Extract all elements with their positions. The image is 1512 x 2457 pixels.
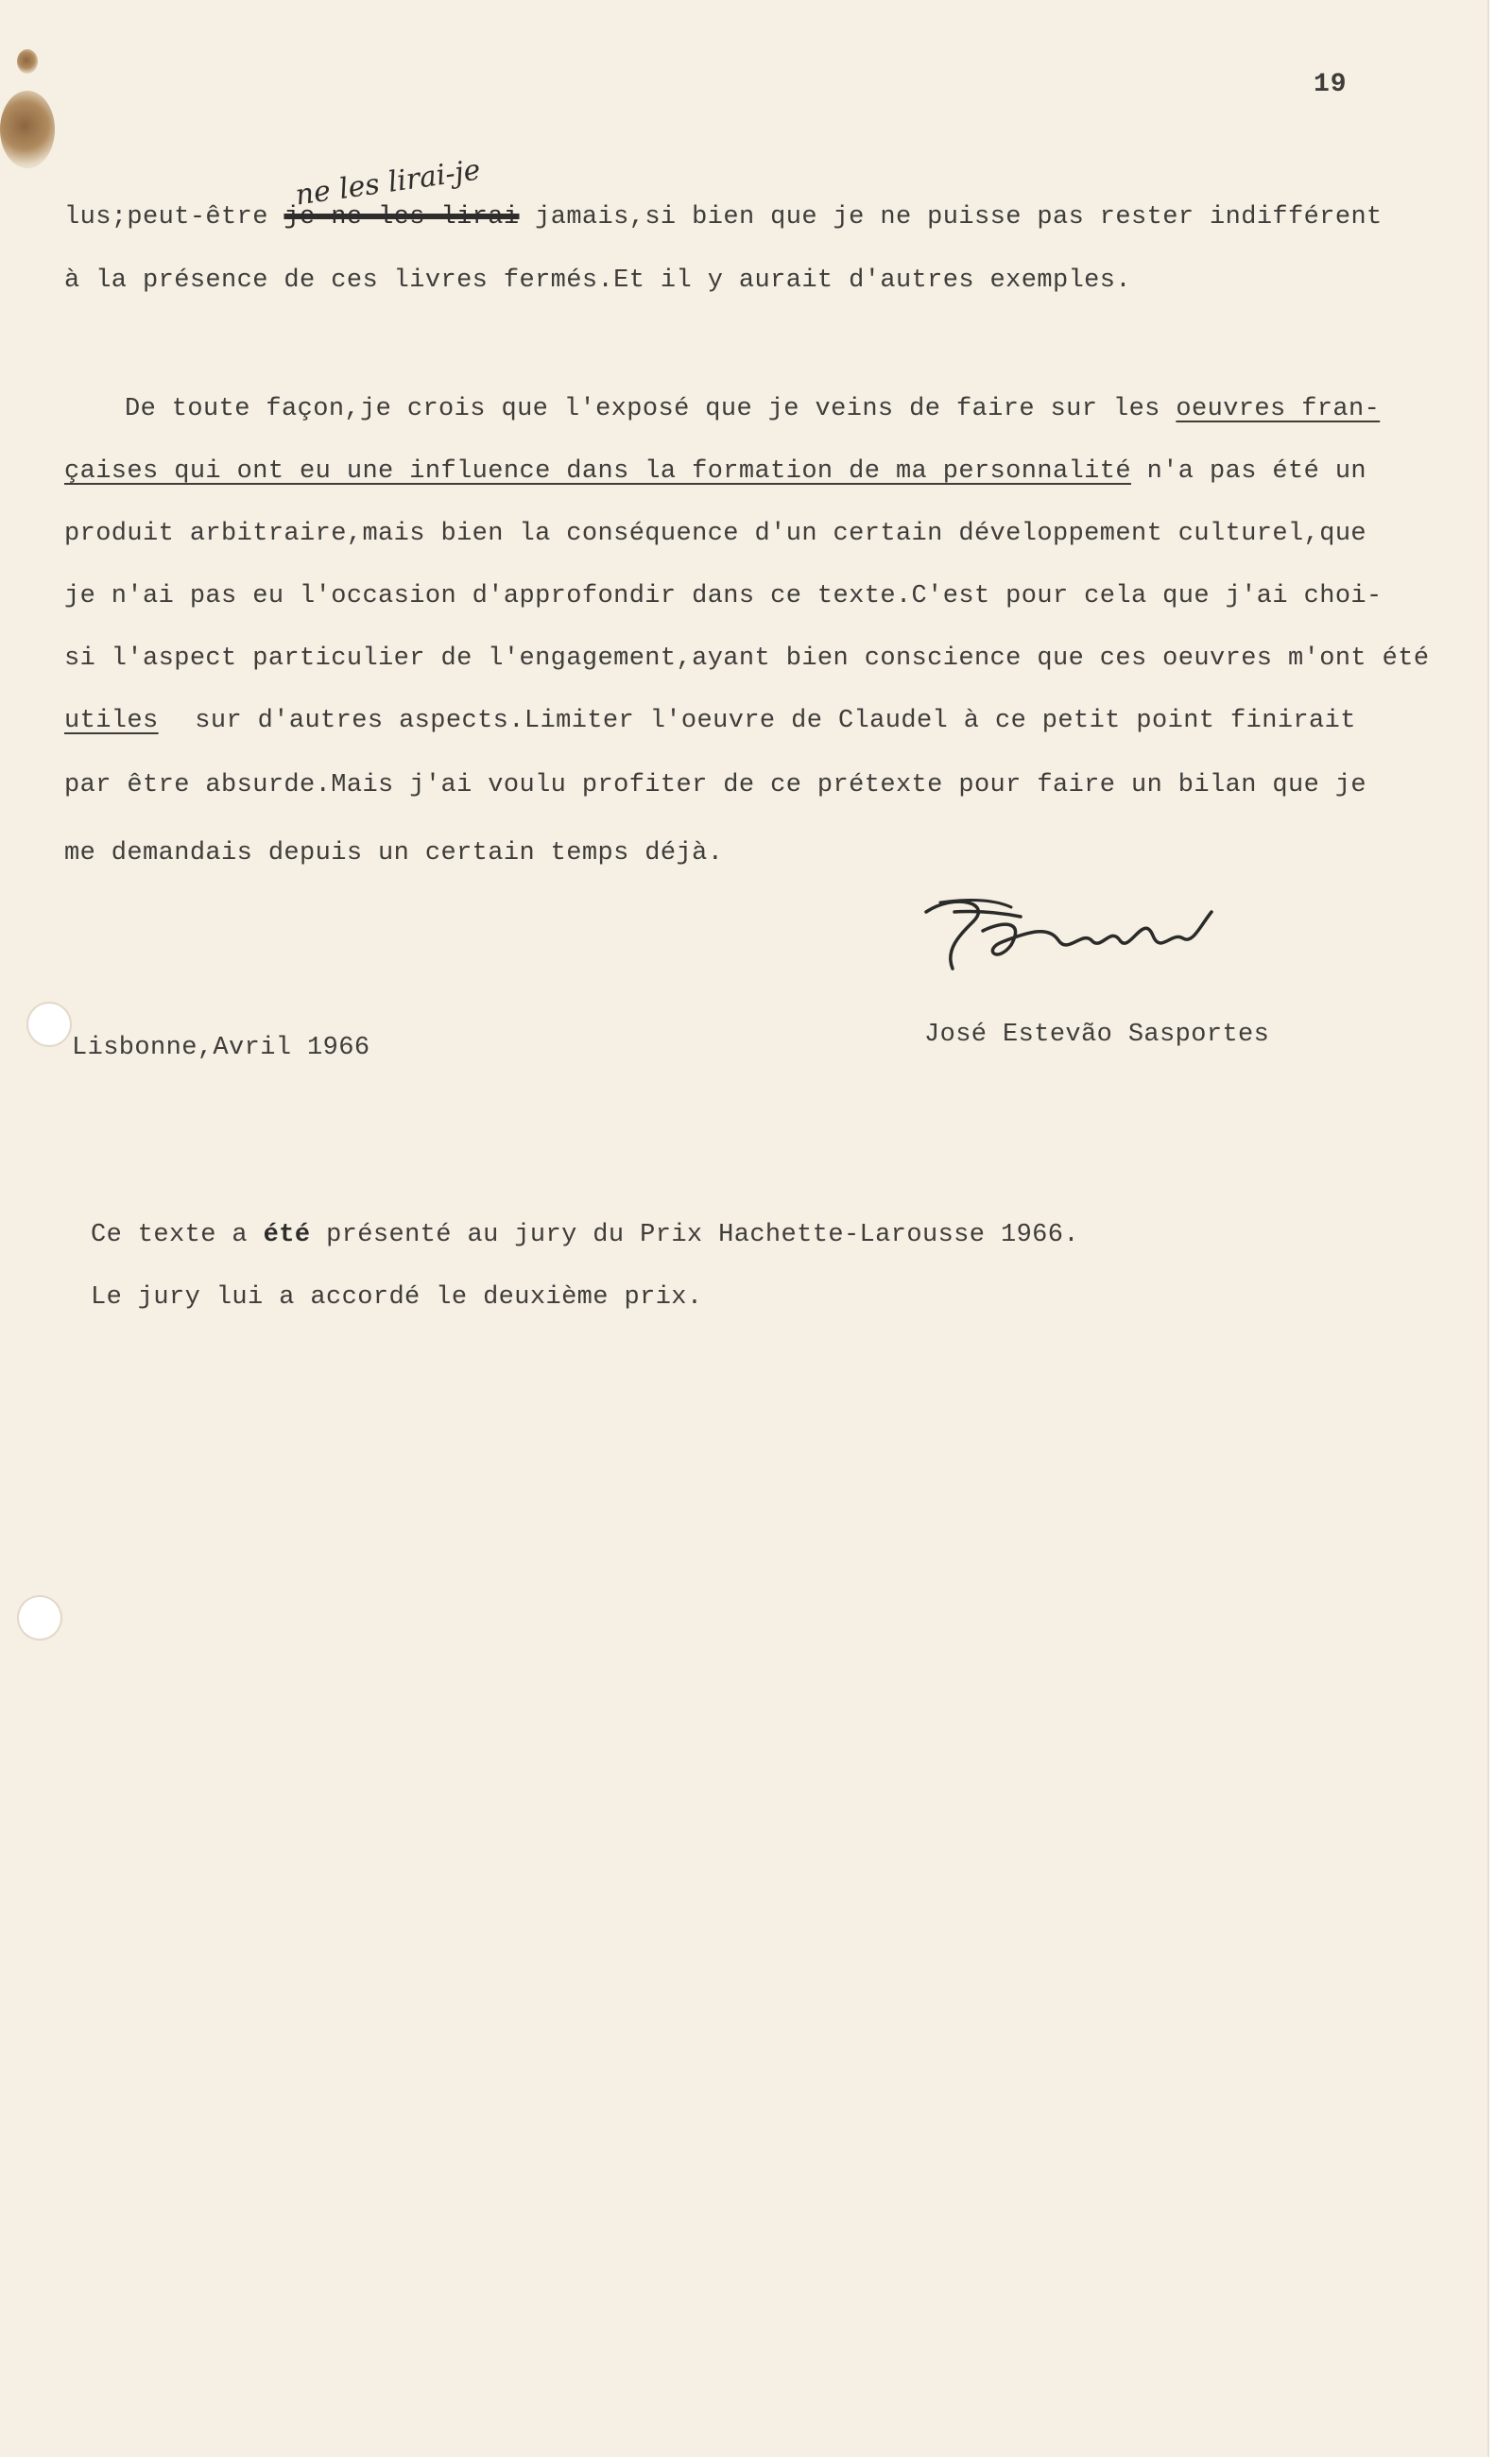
underlined-phrase: çaises qui ont eu une influence dans la formation de ma personnalité: [64, 457, 1131, 486]
paragraph-2-line-3: produit arbitraire,mais bien la conséquence d'un certain développement culturel,que: [64, 520, 1367, 548]
paragraph-1-line-2: à la présence de ces livres fermés.Et il y aurait d'autres exemples.: [64, 266, 1131, 295]
paragraph-2-line-7: par être absurde.Mais j'ai voulu profiter de ce prétexte pour faire un bilan que je: [64, 771, 1367, 799]
note-line-2: Le jury lui a accordé le deuxième prix.: [91, 1283, 703, 1312]
underlined-phrase: oeuvres fran-: [1176, 395, 1381, 423]
handwritten-signature: [917, 874, 1228, 988]
paragraph-1-line-1: [64, 203, 1383, 232]
paragraph-2-line-8: me demandais depuis un certain temps déjà.: [64, 839, 724, 868]
signature-drawing: [917, 874, 1228, 988]
punch-hole-top: [28, 1004, 70, 1045]
line-text-end: sur d'autres aspects.Limiter l'oeuvre de Claudel à ce petit point finirait: [195, 707, 1356, 735]
punch-hole-bottom: [19, 1597, 60, 1639]
page-number: 19: [1314, 70, 1348, 99]
underlined-word: utiles: [64, 707, 159, 735]
note-line-1: [91, 1221, 1079, 1249]
paragraph-2-line-4: je n'ai pas eu l'occasion d'approfondir dans ce texte.C'est pour cela que j'ai choi-: [64, 582, 1383, 610]
struck-text: je ne les lirai: [284, 203, 520, 232]
place-date: Lisbonne,Avril 1966: [72, 1034, 370, 1062]
line-text-start: lus;peut-être: [64, 203, 268, 232]
line-text-end: n'a pas été un: [1146, 457, 1367, 486]
author-name: José Estevão Sasportes: [924, 1021, 1270, 1049]
handwritten-insertion: ne les lirai-je: [293, 153, 483, 213]
small-stain: [17, 49, 38, 74]
coffee-stain: [0, 91, 55, 168]
bold-word: été: [263, 1221, 311, 1249]
paragraph-2-line-1: [125, 395, 1380, 423]
paragraph-2-line-5: si l'aspect particulier de l'engagement,ayant bien conscience que ces oeuvres m'ont été: [64, 644, 1430, 673]
paragraph-2-line-2: [64, 457, 1366, 486]
page-edge: [1489, 0, 1512, 2457]
line-text-end: jamais,si bien que je ne puisse pas rester indifférent: [535, 203, 1383, 232]
line-text-start: Ce texte a: [91, 1221, 249, 1249]
line-text-end: présenté au jury du Prix Hachette-Larousse 1966.: [326, 1221, 1079, 1249]
line-text-start: De toute façon,je crois que l'exposé que je veins de faire sur les: [125, 395, 1160, 423]
paragraph-2-line-6: [64, 707, 1356, 735]
